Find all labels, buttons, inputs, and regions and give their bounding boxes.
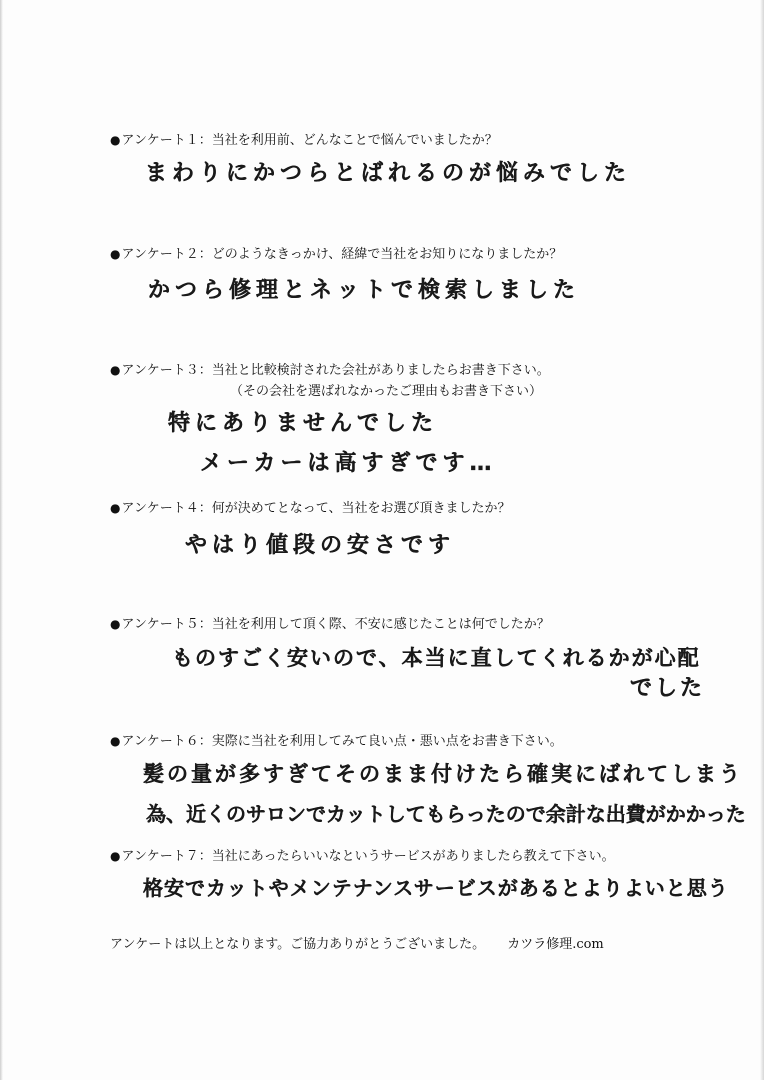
footer-text: アンケートは以上となります。ご協力ありがとうございました。 [110,937,486,952]
answer-6-line-2: 為、近くのサロンでカットしてもらったので余計な出費がかかった [146,802,746,826]
bullet: ● [110,363,121,377]
question-5-text: 当社を利用して頂く際、不安に感じたことは何でしたか？ [211,617,550,632]
question-3 [110,362,550,379]
question-5 [110,616,550,633]
question-3-label: アンケート３： [121,363,212,378]
bullet: ● [110,734,121,748]
bullet: ● [110,617,121,631]
question-5-label: アンケート５： [121,617,212,632]
answer-4-line-1: やはり値段の安さです [185,533,456,558]
question-2-label: アンケート２： [121,247,212,262]
bullet: ● [110,849,121,863]
footer-brand: カツラ修理.com [507,937,604,952]
answer-2-line-1: かつら修理とネットで検索しました [148,278,581,303]
answer-3-line-2: メーカーは高すぎです… [200,451,497,476]
question-4 [110,500,510,517]
question-6-label: アンケート６： [121,734,212,749]
question-7 [110,848,615,865]
answer-3-line-1: 特にありませんでした [168,411,439,436]
question-1 [110,132,498,149]
page-right-edge [760,0,764,1080]
bullet: ● [110,247,121,261]
answer-7-line-1: 格安でカットやメンテナンスサービスがあるとよりよいと思う [143,876,729,900]
question-4-text: 何が決めてとなって、当社をお選び頂きましたか？ [211,501,511,516]
answer-5-line-2: でした [630,676,706,701]
question-3-subtext: （その会社を選ばれなかったご理由もお書き下さい） [230,384,543,399]
bullet: ● [110,501,121,515]
page-left-edge [0,0,3,1080]
question-4-label: アンケート４： [121,501,212,516]
bullet: ● [110,133,121,147]
answer-1-line-1: まわりにかつらとばれるのが悩みでした [145,161,632,186]
question-2 [110,246,562,263]
question-1-label: アンケート１： [121,133,212,148]
answer-5-line-1: ものすごく安いので、本当に直してくれるかが心配 [172,646,701,670]
answer-6-line-1: 髪の量が多すぎてそのまま付けたら確実にばれてしまう [143,762,743,786]
question-6-text: 実際に当社を利用してみて良い点・悪い点をお書き下さい。 [211,734,563,749]
question-6 [110,733,563,750]
footer [110,937,604,953]
question-1-text: 当社を利用前、どんなことで悩んでいましたか？ [211,133,498,148]
question-7-text: 当社にあったらいいなというサービスがありましたら教えて下さい。 [211,849,615,864]
question-3-text: 当社と比較検討された会社がありましたらお書き下さい。 [211,363,550,378]
question-7-label: アンケート７： [121,849,212,864]
question-2-text: どのようなきっかけ、経緯で当社をお知りになりましたか？ [211,247,563,262]
